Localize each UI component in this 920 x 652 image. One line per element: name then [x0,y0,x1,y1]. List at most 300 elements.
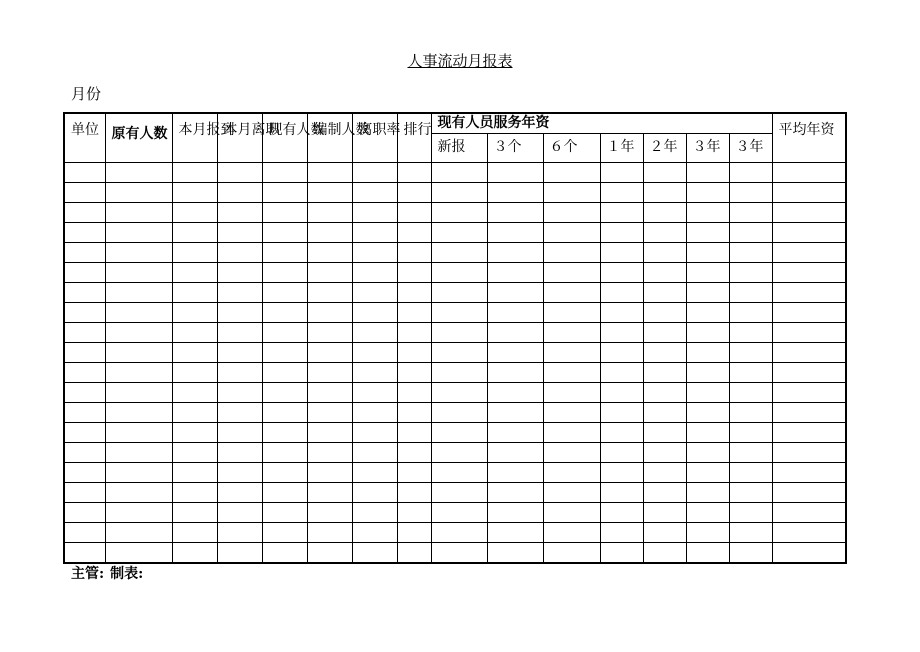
table-cell[interactable] [105,183,172,203]
table-cell[interactable] [352,403,397,423]
table-cell[interactable] [643,243,686,263]
table-cell[interactable] [487,363,543,383]
table-cell[interactable] [64,423,105,443]
table-cell[interactable] [431,203,487,223]
table-cell[interactable] [431,243,487,263]
table-cell[interactable] [431,423,487,443]
table-cell[interactable] [307,423,352,443]
table-cell[interactable] [262,183,307,203]
table-cell[interactable] [729,163,772,183]
table-cell[interactable] [105,503,172,523]
table-cell[interactable] [772,303,846,323]
table-cell[interactable] [431,163,487,183]
table-cell[interactable] [600,263,643,283]
table-cell[interactable] [543,263,600,283]
table-cell[interactable] [487,383,543,403]
table-cell[interactable] [352,383,397,403]
table-cell[interactable] [64,403,105,423]
table-cell[interactable] [172,363,217,383]
table-cell[interactable] [772,483,846,503]
table-cell[interactable] [600,503,643,523]
table-cell[interactable] [172,323,217,343]
table-cell[interactable] [643,523,686,543]
table-cell[interactable] [729,283,772,303]
table-cell[interactable] [772,463,846,483]
table-cell[interactable] [172,483,217,503]
table-cell[interactable] [217,403,262,423]
table-cell[interactable] [772,363,846,383]
table-cell[interactable] [262,543,307,564]
table-cell[interactable] [262,203,307,223]
table-cell[interactable] [172,223,217,243]
table-cell[interactable] [543,303,600,323]
table-cell[interactable] [487,503,543,523]
table-cell[interactable] [217,283,262,303]
table-cell[interactable] [431,183,487,203]
table-cell[interactable] [352,463,397,483]
table-cell[interactable] [686,463,729,483]
table-cell[interactable] [431,343,487,363]
table-cell[interactable] [262,343,307,363]
table-cell[interactable] [64,523,105,543]
table-cell[interactable] [105,323,172,343]
table-cell[interactable] [172,163,217,183]
table-cell[interactable] [262,523,307,543]
table-cell[interactable] [431,463,487,483]
table-cell[interactable] [105,423,172,443]
table-cell[interactable] [600,523,643,543]
table-cell[interactable] [64,543,105,564]
table-cell[interactable] [217,523,262,543]
table-cell[interactable] [600,403,643,423]
table-cell[interactable] [217,303,262,323]
table-cell[interactable] [262,223,307,243]
table-cell[interactable] [262,383,307,403]
table-cell[interactable] [217,423,262,443]
table-cell[interactable] [729,503,772,523]
table-cell[interactable] [686,323,729,343]
table-cell[interactable] [543,543,600,564]
table-cell[interactable] [172,463,217,483]
table-cell[interactable] [643,323,686,343]
table-cell[interactable] [487,163,543,183]
table-cell[interactable] [397,283,431,303]
table-cell[interactable] [217,243,262,263]
table-cell[interactable] [772,383,846,403]
table-cell[interactable] [307,343,352,363]
table-cell[interactable] [307,203,352,223]
table-cell[interactable] [772,283,846,303]
table-cell[interactable] [431,223,487,243]
table-cell[interactable] [262,463,307,483]
table-cell[interactable] [307,463,352,483]
table-cell[interactable] [64,463,105,483]
table-cell[interactable] [172,283,217,303]
table-cell[interactable] [686,403,729,423]
table-cell[interactable] [600,543,643,564]
table-cell[interactable] [172,383,217,403]
table-cell[interactable] [643,203,686,223]
table-cell[interactable] [600,183,643,203]
table-cell[interactable] [397,543,431,564]
table-cell[interactable] [307,483,352,503]
table-cell[interactable] [686,363,729,383]
table-cell[interactable] [431,483,487,503]
table-cell[interactable] [643,263,686,283]
table-cell[interactable] [729,323,772,343]
table-cell[interactable] [431,523,487,543]
table-cell[interactable] [352,283,397,303]
table-cell[interactable] [686,163,729,183]
table-cell[interactable] [431,443,487,463]
table-cell[interactable] [217,323,262,343]
table-cell[interactable] [64,503,105,523]
table-cell[interactable] [600,323,643,343]
table-cell[interactable] [643,383,686,403]
table-cell[interactable] [600,243,643,263]
table-cell[interactable] [772,323,846,343]
table-cell[interactable] [397,463,431,483]
table-cell[interactable] [105,483,172,503]
table-cell[interactable] [686,343,729,363]
table-cell[interactable] [643,303,686,323]
table-cell[interactable] [352,163,397,183]
table-cell[interactable] [686,203,729,223]
table-cell[interactable] [397,363,431,383]
table-cell[interactable] [64,283,105,303]
table-cell[interactable] [307,363,352,383]
table-cell[interactable] [431,403,487,423]
table-cell[interactable] [729,463,772,483]
table-cell[interactable] [262,303,307,323]
table-cell[interactable] [262,403,307,423]
table-cell[interactable] [772,503,846,523]
table-cell[interactable] [105,523,172,543]
table-cell[interactable] [686,523,729,543]
table-cell[interactable] [397,443,431,463]
table-cell[interactable] [643,183,686,203]
table-cell[interactable] [172,303,217,323]
table-cell[interactable] [397,163,431,183]
table-cell[interactable] [397,423,431,443]
table-cell[interactable] [172,443,217,463]
table-cell[interactable] [397,503,431,523]
table-cell[interactable] [772,203,846,223]
table-cell[interactable] [543,403,600,423]
table-cell[interactable] [487,243,543,263]
table-cell[interactable] [543,323,600,343]
table-cell[interactable] [217,163,262,183]
table-cell[interactable] [643,163,686,183]
table-cell[interactable] [217,503,262,523]
table-cell[interactable] [105,223,172,243]
table-cell[interactable] [262,163,307,183]
table-cell[interactable] [772,223,846,243]
table-cell[interactable] [772,543,846,564]
table-cell[interactable] [64,263,105,283]
table-cell[interactable] [543,463,600,483]
table-cell[interactable] [772,183,846,203]
table-cell[interactable] [600,483,643,503]
table-cell[interactable] [643,483,686,503]
table-cell[interactable] [487,523,543,543]
table-cell[interactable] [262,283,307,303]
table-cell[interactable] [643,403,686,423]
table-cell[interactable] [643,463,686,483]
table-cell[interactable] [431,263,487,283]
table-cell[interactable] [64,323,105,343]
table-cell[interactable] [352,503,397,523]
table-cell[interactable] [262,363,307,383]
table-cell[interactable] [352,183,397,203]
table-cell[interactable] [64,343,105,363]
table-cell[interactable] [217,483,262,503]
table-cell[interactable] [172,403,217,423]
table-cell[interactable] [600,383,643,403]
table-cell[interactable] [64,223,105,243]
table-cell[interactable] [431,383,487,403]
table-cell[interactable] [172,263,217,283]
table-cell[interactable] [431,323,487,343]
table-cell[interactable] [217,343,262,363]
table-cell[interactable] [686,263,729,283]
table-cell[interactable] [772,243,846,263]
table-cell[interactable] [105,463,172,483]
table-cell[interactable] [307,443,352,463]
table-cell[interactable] [397,223,431,243]
table-cell[interactable] [487,483,543,503]
table-cell[interactable] [397,403,431,423]
table-cell[interactable] [307,383,352,403]
table-cell[interactable] [307,523,352,543]
table-cell[interactable] [543,423,600,443]
table-cell[interactable] [397,243,431,263]
table-cell[interactable] [397,343,431,363]
table-cell[interactable] [64,443,105,463]
table-cell[interactable] [352,223,397,243]
table-cell[interactable] [487,283,543,303]
table-cell[interactable] [64,383,105,403]
table-cell[interactable] [352,243,397,263]
table-cell[interactable] [600,303,643,323]
table-cell[interactable] [600,203,643,223]
table-cell[interactable] [729,203,772,223]
table-cell[interactable] [431,543,487,564]
table-cell[interactable] [600,223,643,243]
table-cell[interactable] [643,363,686,383]
table-cell[interactable] [64,163,105,183]
table-cell[interactable] [397,483,431,503]
table-cell[interactable] [397,183,431,203]
table-cell[interactable] [262,323,307,343]
table-cell[interactable] [397,523,431,543]
table-cell[interactable] [105,443,172,463]
table-cell[interactable] [307,183,352,203]
table-cell[interactable] [686,183,729,203]
table-cell[interactable] [686,243,729,263]
table-cell[interactable] [772,443,846,463]
table-cell[interactable] [262,423,307,443]
table-cell[interactable] [729,183,772,203]
table-cell[interactable] [262,483,307,503]
table-cell[interactable] [352,543,397,564]
table-cell[interactable] [172,343,217,363]
table-cell[interactable] [217,443,262,463]
table-cell[interactable] [105,203,172,223]
table-cell[interactable] [307,263,352,283]
table-cell[interactable] [729,383,772,403]
table-cell[interactable] [487,203,543,223]
table-cell[interactable] [543,183,600,203]
table-cell[interactable] [172,503,217,523]
table-cell[interactable] [543,443,600,463]
table-cell[interactable] [217,203,262,223]
table-cell[interactable] [772,163,846,183]
table-cell[interactable] [262,243,307,263]
table-cell[interactable] [487,303,543,323]
table-cell[interactable] [487,183,543,203]
table-cell[interactable] [431,363,487,383]
table-cell[interactable] [600,163,643,183]
table-cell[interactable] [686,383,729,403]
table-cell[interactable] [600,463,643,483]
table-cell[interactable] [105,363,172,383]
table-cell[interactable] [352,203,397,223]
table-cell[interactable] [352,423,397,443]
table-cell[interactable] [307,503,352,523]
table-cell[interactable] [729,403,772,423]
table-cell[interactable] [352,523,397,543]
table-cell[interactable] [543,383,600,403]
table-cell[interactable] [686,423,729,443]
table-cell[interactable] [543,223,600,243]
table-cell[interactable] [105,303,172,323]
table-cell[interactable] [729,543,772,564]
table-cell[interactable] [729,263,772,283]
table-cell[interactable] [431,503,487,523]
table-cell[interactable] [217,263,262,283]
table-cell[interactable] [729,303,772,323]
table-cell[interactable] [772,523,846,543]
table-cell[interactable] [352,263,397,283]
table-cell[interactable] [686,483,729,503]
table-cell[interactable] [172,183,217,203]
table-cell[interactable] [307,403,352,423]
table-cell[interactable] [307,223,352,243]
table-cell[interactable] [487,323,543,343]
table-cell[interactable] [397,303,431,323]
table-cell[interactable] [543,503,600,523]
table-cell[interactable] [600,283,643,303]
table-cell[interactable] [397,203,431,223]
table-cell[interactable] [352,343,397,363]
table-cell[interactable] [172,203,217,223]
table-cell[interactable] [729,443,772,463]
table-cell[interactable] [307,543,352,564]
table-cell[interactable] [64,203,105,223]
table-cell[interactable] [172,523,217,543]
table-cell[interactable] [686,543,729,564]
table-cell[interactable] [643,443,686,463]
table-cell[interactable] [729,423,772,443]
table-cell[interactable] [105,163,172,183]
table-cell[interactable] [105,283,172,303]
table-cell[interactable] [172,243,217,263]
table-cell[interactable] [487,543,543,564]
table-cell[interactable] [307,243,352,263]
table-cell[interactable] [487,463,543,483]
table-cell[interactable] [643,503,686,523]
table-cell[interactable] [105,243,172,263]
table-cell[interactable] [487,403,543,423]
table-cell[interactable] [686,443,729,463]
table-cell[interactable] [729,223,772,243]
table-cell[interactable] [307,323,352,343]
table-cell[interactable] [643,343,686,363]
table-cell[interactable] [643,543,686,564]
table-cell[interactable] [643,283,686,303]
table-cell[interactable] [600,423,643,443]
table-cell[interactable] [262,263,307,283]
table-cell[interactable] [487,263,543,283]
table-cell[interactable] [307,283,352,303]
table-cell[interactable] [543,343,600,363]
table-cell[interactable] [543,483,600,503]
table-cell[interactable] [397,323,431,343]
table-cell[interactable] [600,343,643,363]
table-cell[interactable] [307,163,352,183]
table-cell[interactable] [217,463,262,483]
table-cell[interactable] [217,383,262,403]
table-cell[interactable] [172,543,217,564]
table-cell[interactable] [217,183,262,203]
table-cell[interactable] [600,363,643,383]
table-cell[interactable] [729,523,772,543]
table-cell[interactable] [431,303,487,323]
table-cell[interactable] [772,423,846,443]
table-cell[interactable] [729,343,772,363]
table-cell[interactable] [686,223,729,243]
table-cell[interactable] [600,443,643,463]
table-cell[interactable] [543,243,600,263]
table-cell[interactable] [487,343,543,363]
table-cell[interactable] [729,363,772,383]
table-cell[interactable] [772,263,846,283]
table-cell[interactable] [686,283,729,303]
table-cell[interactable] [686,303,729,323]
table-cell[interactable] [64,243,105,263]
table-cell[interactable] [772,343,846,363]
table-cell[interactable] [397,383,431,403]
table-cell[interactable] [352,323,397,343]
table-cell[interactable] [262,503,307,523]
table-cell[interactable] [487,423,543,443]
table-cell[interactable] [643,423,686,443]
table-cell[interactable] [262,443,307,463]
table-cell[interactable] [307,303,352,323]
table-cell[interactable] [543,283,600,303]
table-cell[interactable] [64,483,105,503]
table-cell[interactable] [105,383,172,403]
table-cell[interactable] [487,443,543,463]
table-cell[interactable] [64,363,105,383]
table-cell[interactable] [105,543,172,564]
table-cell[interactable] [64,183,105,203]
table-cell[interactable] [105,343,172,363]
table-cell[interactable] [105,263,172,283]
table-cell[interactable] [543,523,600,543]
table-cell[interactable] [729,483,772,503]
